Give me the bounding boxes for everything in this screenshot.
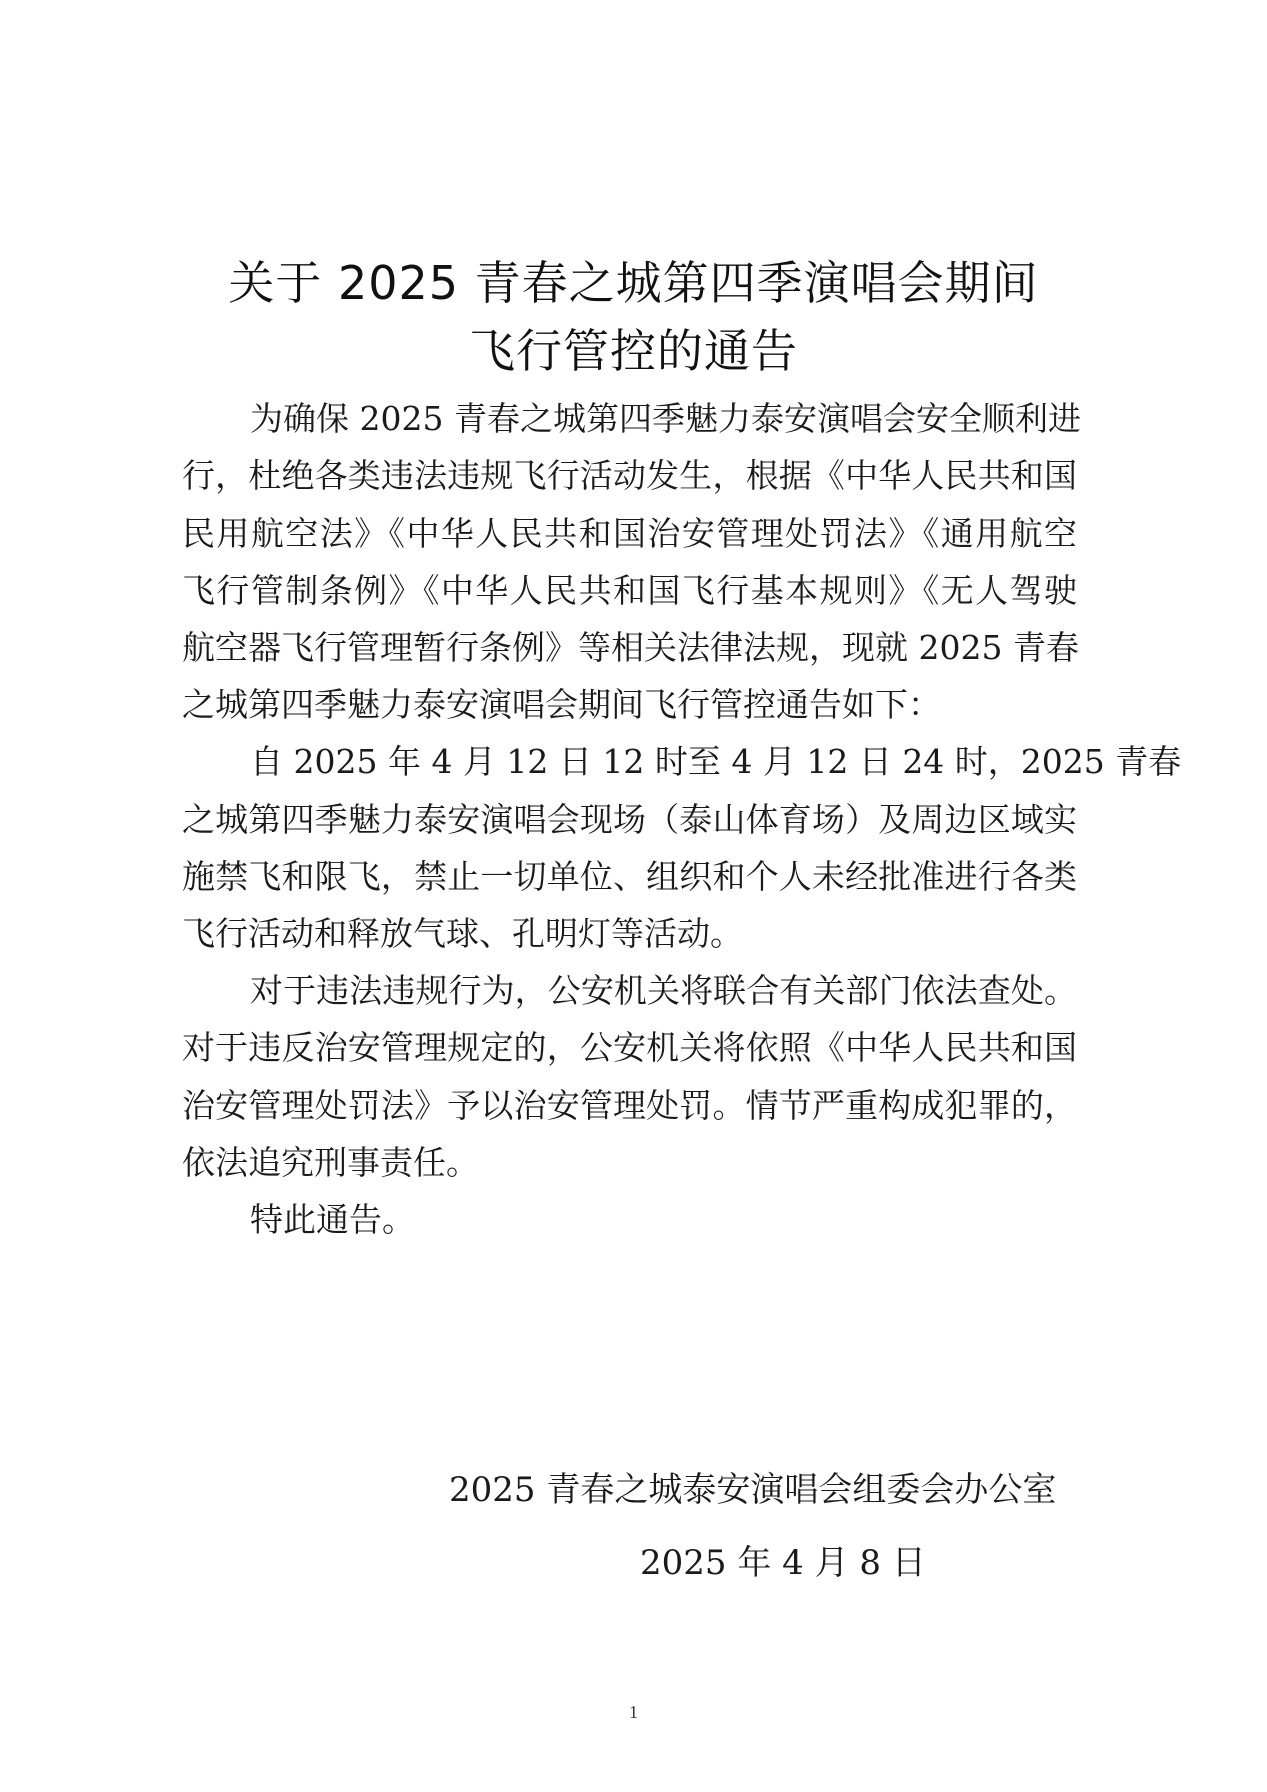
- paragraph-3-line-4: 依法追究刑事责任。: [182, 1143, 479, 1182]
- paragraph-2-line-1: 自 2025 年 4 月 12 日 12 时至 4 月 12 日 24 时，2025 青春: [250, 742, 1182, 781]
- paragraph-2-line-4: 飞行活动和释放气球、孔明灯等活动。: [182, 914, 743, 953]
- paragraph-2-line-2: 之城第四季魅力泰安演唱会现场（泰山体育场）及周边区域实: [182, 800, 1077, 839]
- paragraph-1-line-4: 飞行管制条例》《中华人民共和国飞行基本规则》《无人驾驶: [182, 571, 1077, 610]
- paragraph-1-line-5: 航空器飞行管理暂行条例》等相关法律法规，现就 2025 青春: [182, 628, 1079, 667]
- paragraph-3-line-2: 对于违反治安管理规定的，公安机关将依照《中华人民共和国: [182, 1028, 1077, 1067]
- signature-organization: 2025 青春之城泰安演唱会组委会办公室: [449, 1470, 1057, 1510]
- paragraph-1-line-1: 为确保 2025 青春之城第四季魅力泰安演唱会安全顺利进: [250, 399, 1081, 438]
- paragraph-1-line-3: 民用航空法》《中华人民共和国治安管理处罚法》《通用航空: [182, 514, 1077, 553]
- paragraph-3-line-1: 对于违法违规行为，公安机关将联合有关部门依法查处。: [250, 971, 1077, 1010]
- paragraph-2-line-3: 施禁飞和限飞，禁止一切单位、组织和个人未经批准进行各类: [182, 857, 1077, 896]
- paragraph-3-line-3: 治安管理处罚法》予以治安管理处罚。情节严重构成犯罪的，: [182, 1086, 1077, 1125]
- page-number: 1: [629, 1702, 638, 1722]
- document-title-line-2: 飞行管控的通告: [469, 324, 798, 378]
- signature-date: 2025 年 4 月 8 日: [640, 1543, 926, 1583]
- paragraph-1-line-6: 之城第四季魅力泰安演唱会期间飞行管控通告如下：: [182, 685, 941, 724]
- document-title-line-1: 关于 2025 青春之城第四季演唱会期间: [228, 256, 1039, 310]
- closing-line: 特此通告。: [250, 1200, 415, 1239]
- paragraph-1-line-2: 行，杜绝各类违法违规飞行活动发生，根据《中华人民共和国: [182, 456, 1077, 495]
